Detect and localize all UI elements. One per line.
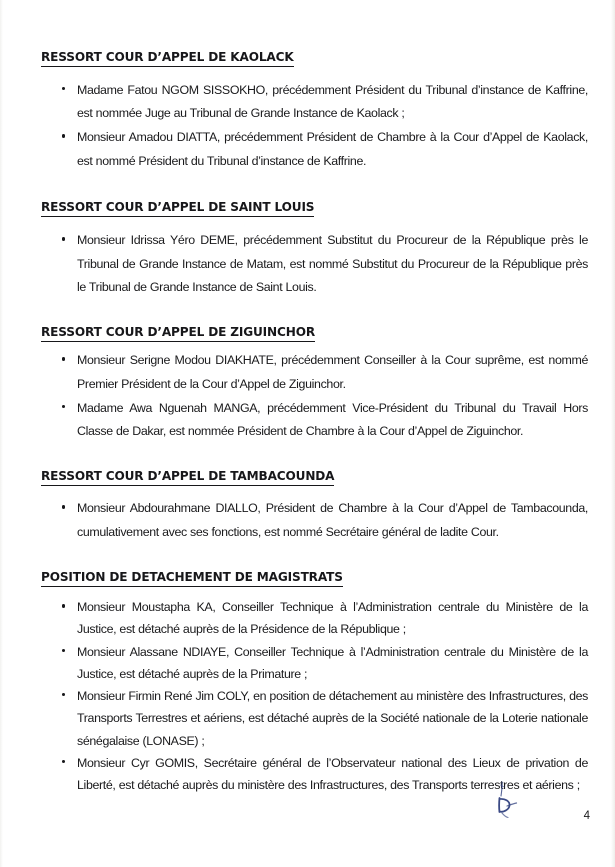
section-heading-kaolack: RESSORT COUR D’APPEL DE KAOLACK <box>41 50 294 67</box>
section-heading-wrap <box>41 321 588 342</box>
section-heading-wrap <box>41 465 588 486</box>
page-number: 4 <box>583 810 590 822</box>
section-heading-saint-louis: RESSORT COUR D’APPEL DE SAINT LOUIS <box>41 200 314 217</box>
scan-edge-right <box>611 0 615 867</box>
section-heading-detachement: POSITION DE DETACHEMENT DE MAGISTRATS <box>41 570 343 587</box>
section-list-kaolack <box>41 79 588 173</box>
section-heading-wrap <box>41 46 588 67</box>
list-item: Monsieur Amadou DIATTA, précédemment Président de Chambre à la Cour d’Appel de Kaolack, est nommé Président du Tribunal d’instance de Kaffrine. <box>41 126 588 173</box>
section-heading-tambacounda: RESSORT COUR D’APPEL DE TAMBACOUNDA <box>41 469 334 486</box>
list-item: Madame Fatou NGOM SISSOKHO, précédemment Président du Tribunal d’instance de Kaffrine, est nommée Juge au Tribunal de Grande Instance de Kaolack ; <box>41 79 588 126</box>
list-item: Monsieur Abdourahmane DIALLO, Président de Chambre à la Cour d’Appel de Tambacounda, cumulativement avec ses fonctions, est nommé Secrétaire général de ladite Cour. <box>41 497 588 544</box>
list-item: Monsieur Idrissa Yéro DEME, précédemment Substitut du Procureur de la République près le Tribunal de Grande Instance de Matam, est nommé Substitut du Procureur de la République près le Tribunal de Grande Instance de Saint Louis. <box>41 229 588 299</box>
section-list-ziguinchor <box>41 349 588 443</box>
list-item: Madame Awa Nguenah MANGA, précédemment Vice-Président du Tribunal du Travail Hors Classe de Dakar, est nommée Président de Chambre à la Cour d’Appel de Ziguinchor. <box>41 397 588 444</box>
list-item: Monsieur Cyr GOMIS, Secrétaire général de l’Observateur national des Lieux de privation de Liberté, est détaché auprès du ministère des Infrastructures, des Transports terrestres et aériens ; <box>41 752 588 796</box>
section-tambacounda <box>41 465 588 544</box>
list-item: Monsieur Firmin René Jim COLY, en position de détachement au ministère des Infrastructures, des Transports Terrestres et aériens, est détaché auprès de la Société nationale de la Loterie nationale sénégalaise (LONASE) ; <box>41 685 588 752</box>
section-detachement <box>41 566 588 796</box>
section-list-tambacounda <box>41 497 588 544</box>
list-item: Monsieur Moustapha KA, Conseiller Technique à l’Administration centrale du Ministère de la Justice, est détaché auprès de la Présidence de la République ; <box>41 596 588 640</box>
section-list-detachement <box>41 596 588 796</box>
section-heading-wrap <box>41 566 588 587</box>
section-list-saint-louis <box>41 229 588 299</box>
section-saint-louis <box>41 196 588 299</box>
list-item: Monsieur Serigne Modou DIAKHATE, précédemment Conseiller à la Cour suprême, est nommé Premier Président de la Cour d’Appel de Ziguinchor. <box>41 349 588 396</box>
document-body <box>41 29 588 796</box>
section-heading-ziguinchor: RESSORT COUR D’APPEL DE ZIGUINCHOR <box>41 325 315 342</box>
section-ziguinchor <box>41 321 588 443</box>
list-item: Monsieur Alassane NDIAYE, Conseiller Technique à l’Administration centrale du Ministère de la Justice, est détaché auprès de la Primature ; <box>41 641 588 685</box>
section-kaolack <box>41 46 588 173</box>
scan-edge-left <box>0 0 3 867</box>
section-heading-wrap <box>41 196 588 217</box>
